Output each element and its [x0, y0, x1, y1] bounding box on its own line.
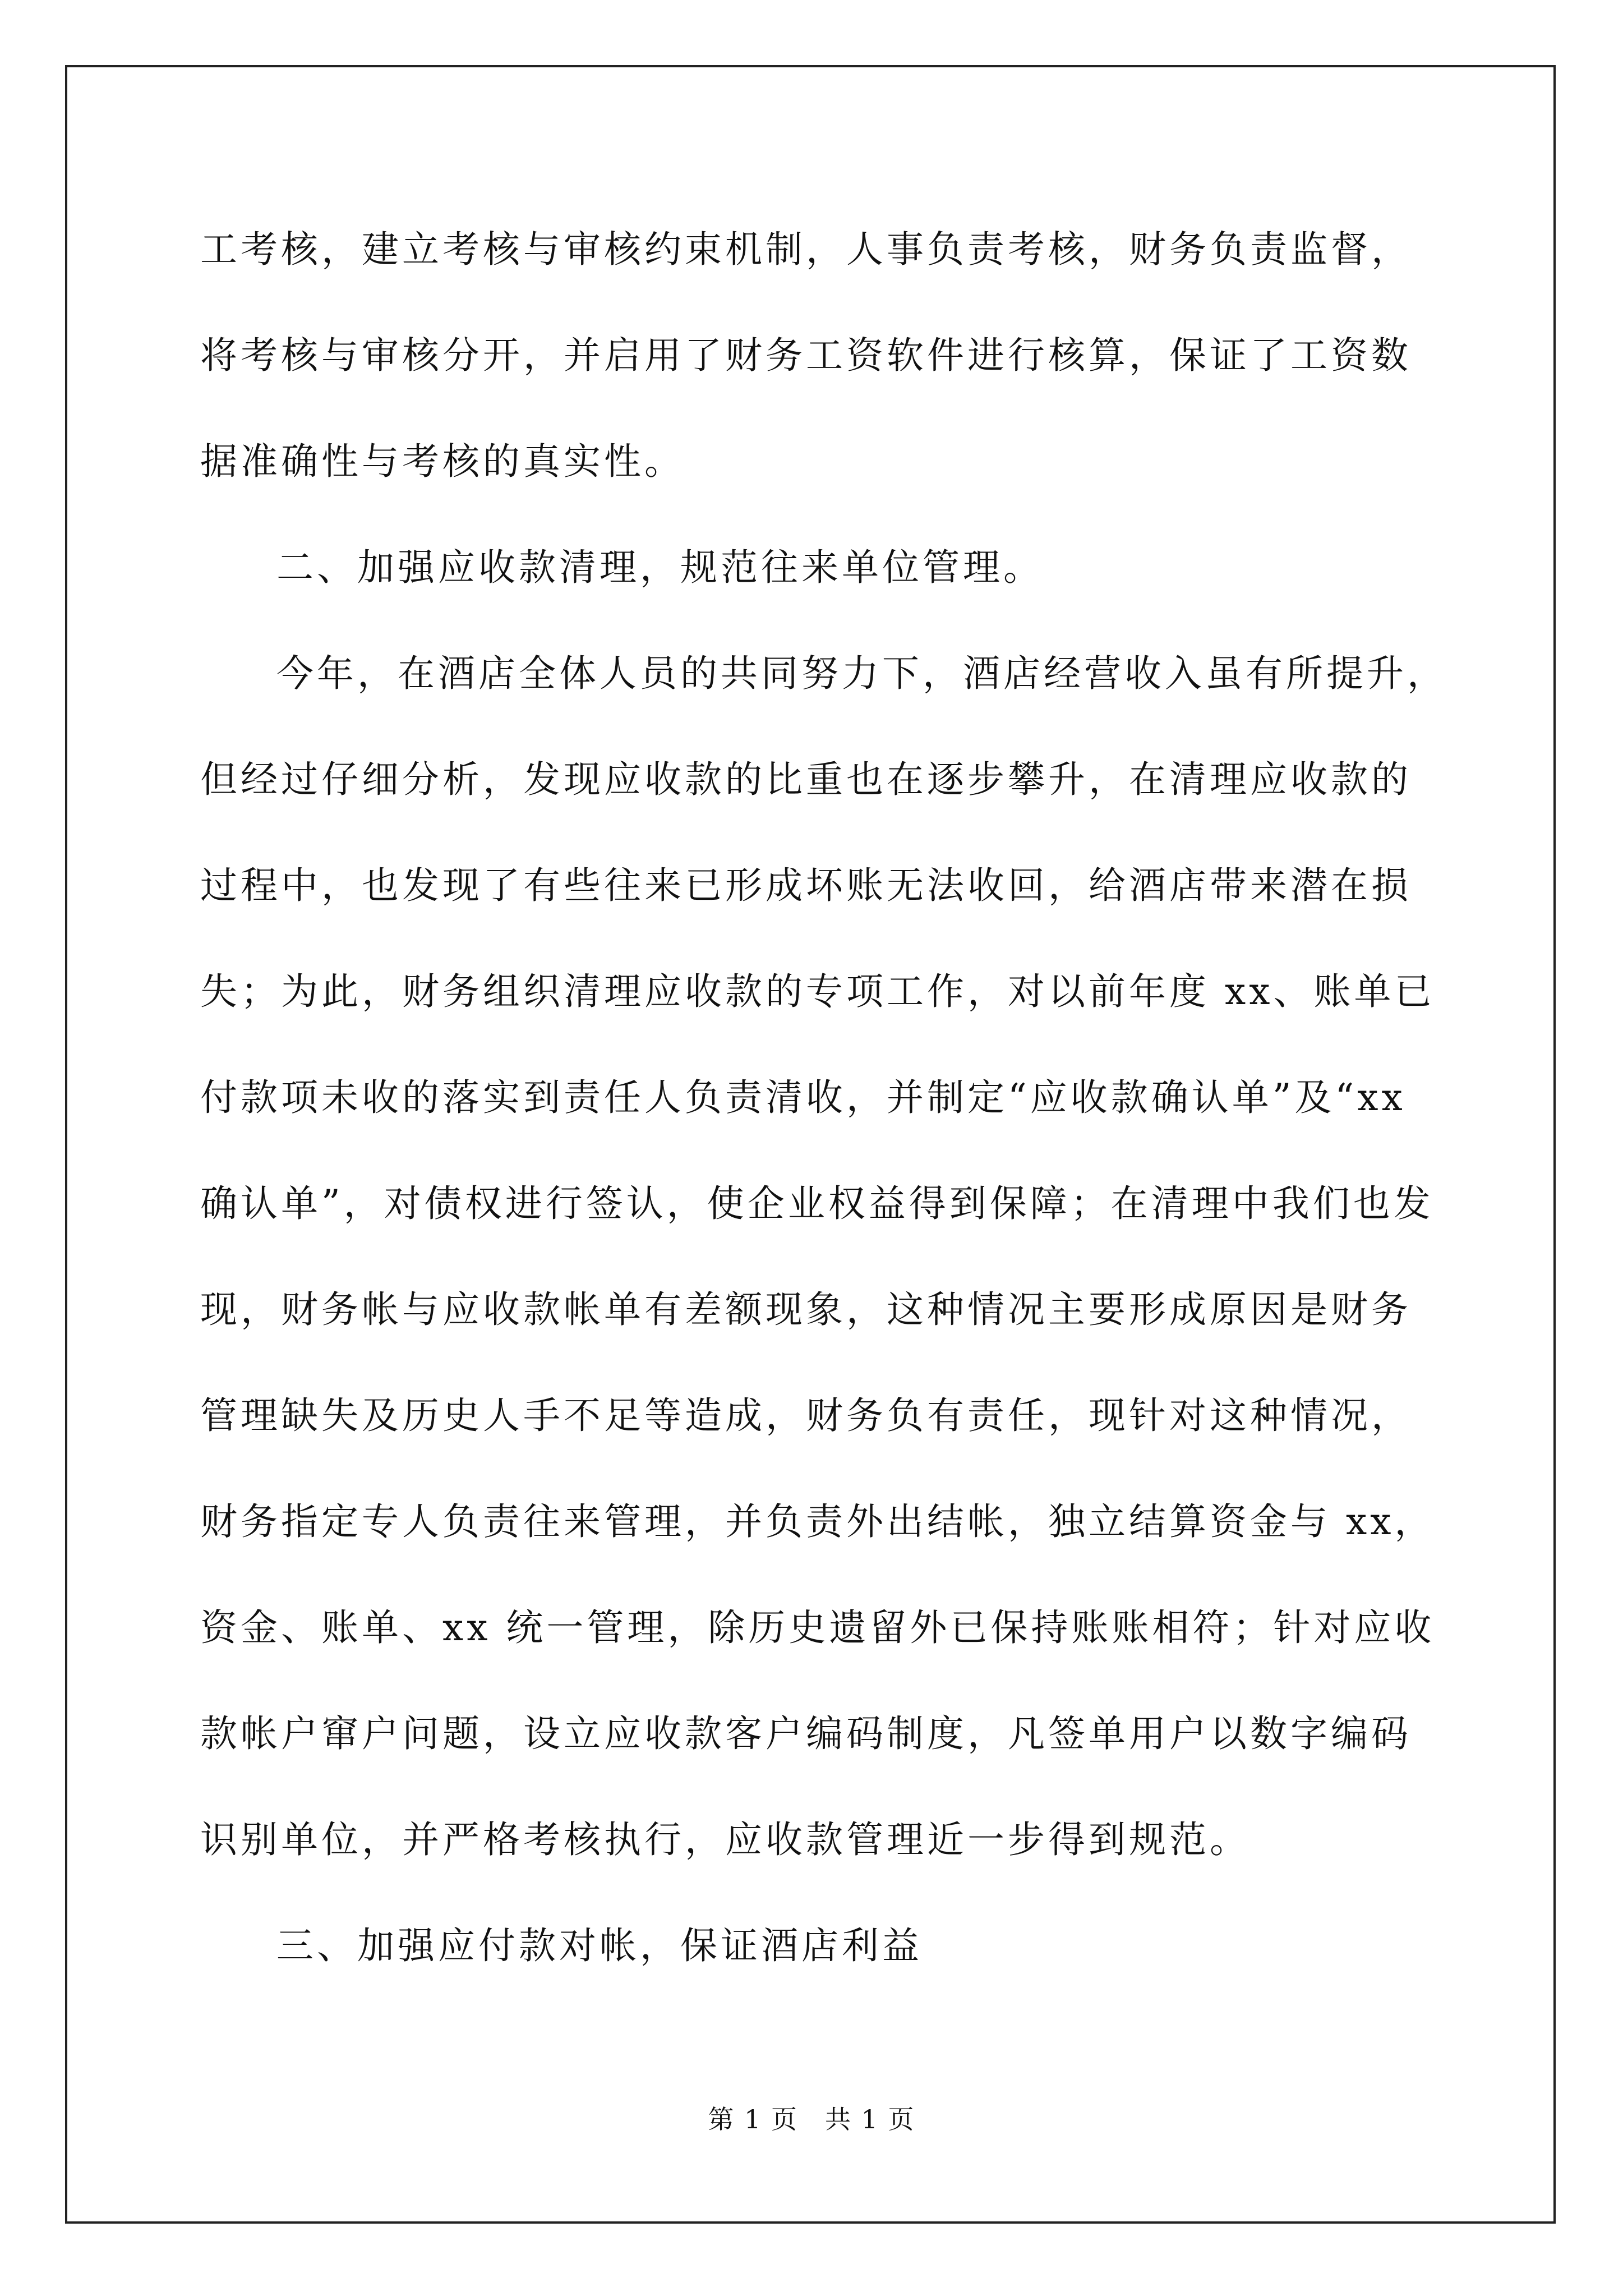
- section-heading: 三、加强应付款对帐，保证酒店利益: [276, 1924, 923, 1967]
- text-line: 识别单位，并严格考核执行，应收款管理近一步得到规范。: [200, 1818, 1250, 1861]
- text-line: 款帐户窜户问题，设立应收款客户编码制度，凡签单用户以数字编码: [200, 1712, 1412, 1755]
- text-line: 确认单”，对债权进行签认，使企业权益得到保障；在清理中我们也发: [200, 1182, 1434, 1225]
- text-line: 失；为此，财务组织清理应收款的专项工作，对以前年度 xx、账单已: [200, 970, 1435, 1013]
- text-line: 工考核，建立考核与审核约束机制，人事负责考核，财务负责监督，: [200, 228, 1412, 271]
- text-line: 财务指定专人负责往来管理，并负责外出结帐，独立结算资金与 xx，: [200, 1500, 1435, 1543]
- text-line: 现，财务帐与应收款帐单有差额现象，这种情况主要形成原因是财务: [200, 1288, 1412, 1331]
- section-heading: 二、加强应收款清理，规范往来单位管理。: [276, 546, 1044, 589]
- text-line: 但经过仔细分析，发现应收款的比重也在逐步攀升，在清理应收款的: [200, 758, 1412, 801]
- paragraph-first-line: 今年，在酒店全体人员的共同努力下，酒店经营收入虽有所提升，: [276, 652, 1447, 695]
- document-body: [200, 196, 1447, 1999]
- text-line: 据准确性与考核的真实性。: [200, 440, 685, 483]
- text-line: 管理缺失及历史人手不足等造成，财务负有责任，现针对这种情况，: [200, 1394, 1412, 1437]
- text-line: 将考核与审核分开，并启用了财务工资软件进行核算，保证了工资数: [200, 334, 1412, 377]
- page-footer: 第 1 页 共 1 页: [708, 2104, 915, 2134]
- text-line: 资金、账单、xx 统一管理，除历史遗留外已保持账账相符；针对应收: [200, 1606, 1435, 1649]
- text-line: 过程中，也发现了有些往来已形成坏账无法收回，给酒店带来潜在损: [200, 864, 1412, 907]
- text-line: 付款项未收的落实到责任人负责清收，并制定“应收款确认单”及“xx: [200, 1076, 1406, 1119]
